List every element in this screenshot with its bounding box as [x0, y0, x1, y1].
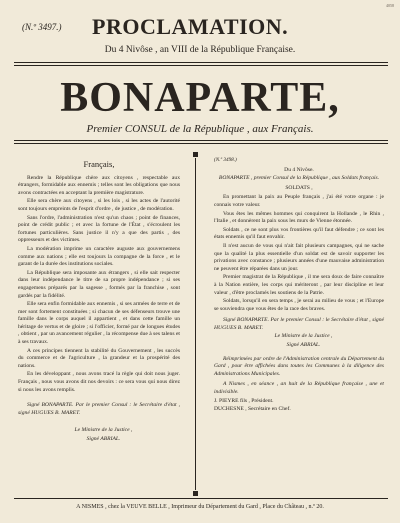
left-paragraph: Rendre la République chère aux citoyens , respectable aux étrangers, formidable aux ennemis ; telles sont les obligations que nous avons contractées en acceptant la première magistrature.	[18, 174, 180, 196]
top-rule	[14, 62, 388, 63]
mid-rule	[14, 143, 388, 144]
right-paragraph: Soldats , ce ne sont plus vos frontières qu'il faut défendre ; ce sont les états ennemis qu'il faut envahir.	[214, 226, 384, 241]
president-sign: J. PIEYRE fils , Président.	[214, 397, 274, 404]
secretary-sign: DUCHESNE , Secrétaire en Chef.	[214, 406, 291, 413]
top-rule-thin	[14, 65, 388, 66]
left-paragraph: La modération imprime un caractère auguste aux gouvernemens comme aux nations ; elle est toujours la compagne de la force , et le garant de la durée des institutions sociales.	[18, 245, 180, 268]
right-title: BONAPARTE , premier Consul de la République , aux Soldats français.	[218, 175, 380, 182]
printer-imprint: A NISMES , chez la VEUVE BELLE , Imprimeur du Département du Gard , Place du Château , n.º 20.	[76, 504, 324, 510]
right-paragraph: Vous êtes les mêmes hommes qui conquirent la Hollande , le Rhin , l'Italie , et donnèrent la paix sous les murs de Vienne étonnée.	[214, 210, 384, 225]
right-paragraph: En promettant la paix au Peuple français , j'ai été votre organe : je connais votre valeur.	[214, 194, 384, 208]
right-heading: SOLDATS ,	[285, 184, 313, 191]
left-paragraph: Sans l'ordre, l'administration n'est qu'un chaos ; point de finances, point de crédit public ; et avec la fortune de l'État , s'écroulent les fortunes particulières. Sans justice il n'y a que des partis , des oppresseurs et des victimes.	[18, 214, 180, 244]
right-signature: Signé BONAPARTE. Par le premier Consul : le Secrétaire d'état , signé HUGUES B. MARET.	[214, 317, 384, 331]
mid-rule-thin	[14, 140, 388, 141]
left-minister-line: Le Ministre de la Justice ,	[74, 427, 133, 434]
proclamation-to-soldiers	[214, 157, 384, 415]
header-number: (N.º 3497.)	[22, 22, 62, 32]
left-paragraph: A ces principes tiennent la stabilité du Gouvernement , les succès du commerce et de l'agriculture , la grandeur et la prospérité des nations.	[18, 347, 180, 369]
left-minister-sign: Signé ABRIAL.	[86, 436, 121, 442]
left-signature: Signé BONAPARTE. Par le premier Consul : le Secrétaire d'état , signé HUGUES B. MARET.	[18, 402, 180, 416]
left-paragraph: Elle sera enfin formidable aux ennemis , si ses armées de terre et de mer sont fortement constituées ; si chacun de ses défenseurs trouve une famille dans le corps auquel il appartient , et dans cette famille un héritage de vertus et de gloire ; si l'officier, formé par de longues études , obtient , par un avancement régulier , la récompense due à ses talens et à ses travaux.	[18, 301, 180, 346]
left-paragraph: La République sera imposante aux étrangers , si elle sait respecter dans leur indépendance le titre de sa propre indépendance ; si ses engagemens préparés par la sagesse , formés par la franchise , sont gardés par la fidélité.	[18, 269, 180, 299]
right-minister-sign: Signé ABRIAL.	[286, 342, 321, 349]
registry-note: Réimprimées par ordre de l'Administration centrale du Département du Gard , pour être affichées dans toutes les Communes à la diligence des Administrations Municipales.	[214, 355, 384, 377]
right-paragraph: Premier magistrat de la République , il me sera doux de faire connaître à la Nation entière, les corps qui mériteront , par leur discipline et leur valeur , d'être proclamés les soutiens de la Patrie.	[214, 274, 384, 296]
header-title: PROCLAMATION.	[92, 14, 289, 39]
right-date: Du 4 Nivôse.	[284, 166, 314, 173]
banner-subtitle: Premier CONSUL de la République , aux Français.	[86, 123, 314, 135]
column-divider	[193, 152, 198, 496]
left-heading: Français,	[83, 159, 115, 169]
archive-number: 4058	[386, 3, 394, 8]
right-paragraph: Soldats, lorsqu'il en sera temps , je serai au milieu de vous ; et l'Europe se souviendra que vous êtes de la race des braves.	[214, 298, 384, 312]
header-date: Du 4 Nivôse , an VIII de la République Française.	[104, 45, 296, 55]
bottom-rule	[14, 498, 388, 499]
right-number: (N.º 3498.)	[214, 157, 237, 163]
banner-name: BONAPARTE,	[60, 75, 340, 121]
left-paragraph: En les développant , nous avons tracé la règle qui doit nous juger. Français , nous vous avons dit nos devoirs : ce sera vous qui nous direz si nous les avons remplis.	[18, 371, 180, 393]
place-line: A Nismes , en séance , an huit de la République française , une et indivisible.	[214, 381, 384, 396]
right-paragraph: Il n'est aucun de vous qui n'ait fait plusieurs campagnes, qui ne sache que la qualité la plus essentielle d'un soldat est de savoir supporter les privations avec constance ; plusieurs années d'une mauvaise administration ne peuvent être réparées dans un jour.	[214, 242, 384, 272]
right-minister-line: Le Ministre de la Justice ,	[274, 333, 333, 340]
left-paragraph: Elle sera chère aux citoyens , si les lois , si les actes de l'autorité sont toujours empreints de l'esprit d'ordre , de justice , de modération.	[18, 198, 180, 212]
proclamation-to-citizens	[18, 157, 180, 445]
